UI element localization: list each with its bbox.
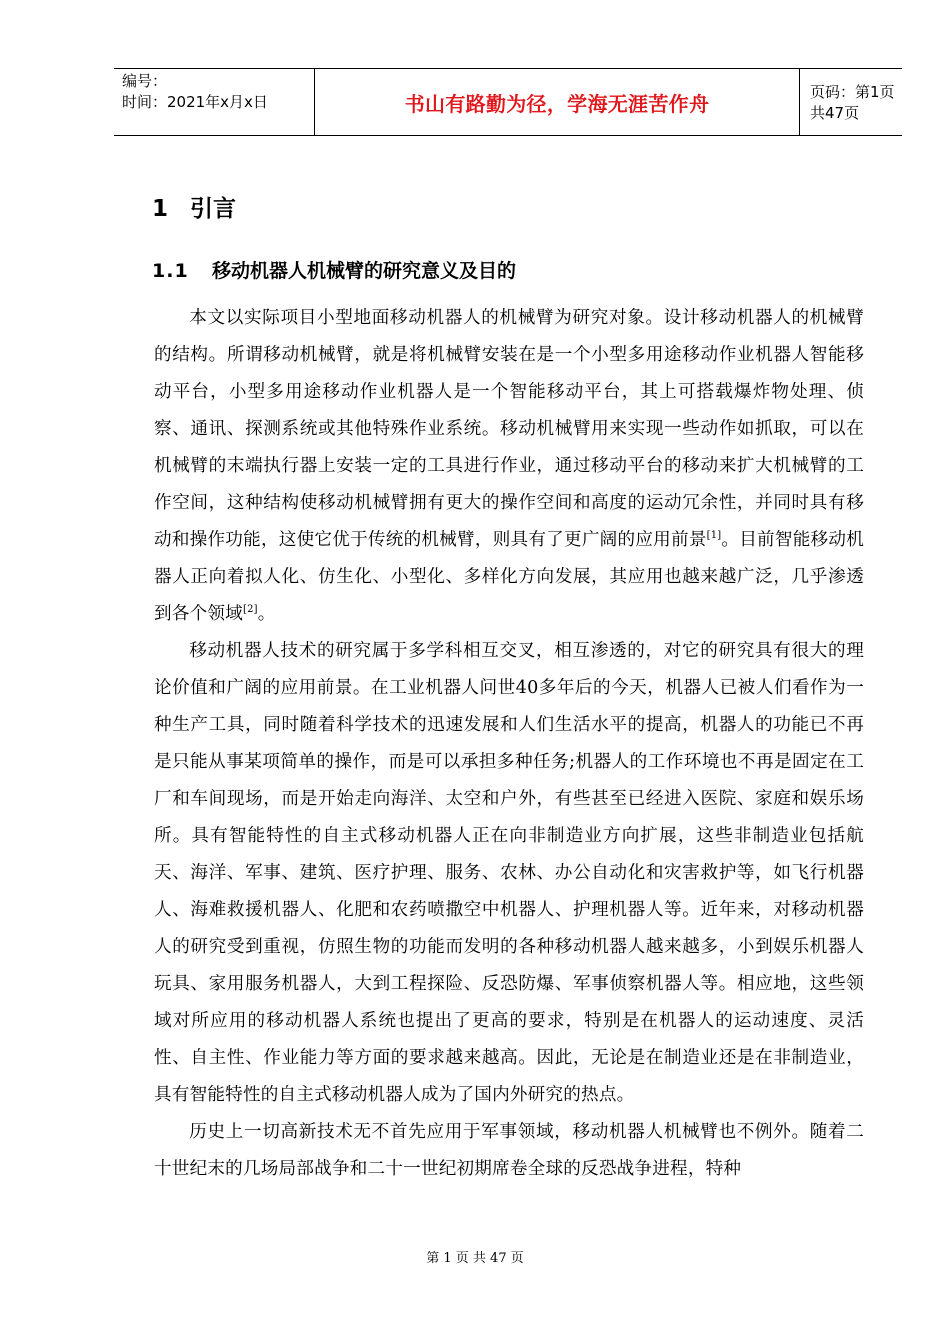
- page-footer: 第 1 页 共 47 页: [426, 1251, 524, 1266]
- paragraph-2: 移动机器人技术的研究属于多学科相互交叉，相互渗透的，对它的研究具有很大的理论价值和广阔的应用前景。在工业机器人问世40多年后的今天，机器人已被人们看作为一种生产工具，同时随着科学技术的迅速发展和人们生活水平的提高，机器人的功能已不再是只能从事某项简单的操作，而是可以承担多种任务;机器人的工作环境也不再是固定在工厂和车间现场，而是开始走向海洋、太空和户外，有些甚至已经进入医院、家庭和娱乐场所。具有智能特性的自主式移动机器人正在向非制造业方向扩展，这些非制造业包括航天、海洋、军事、建筑、医疗护理、服务、农林、办公自动化和灾害救护等，如飞行机器人、海难救援机器人、化肥和农药喷撒空中机器人、护理机器人等。近年来，对移动机器人的研究受到重视，仿照生物的功能而发明的各种移动机器人越来越多，小到娱乐机器人玩具、家用服务机器人，大到工程探险、反恐防爆、军事侦察机器人等。相应地，这些领域对所应用的移动机器人系统也提出了更高的要求，特别是在机器人的运动速度、灵活性、自主性、作业能力等方面的要求越来越高。因此，无论是在制造业还是在非制造业，具有智能特性的自主式移动机器人成为了国内外研究的热点。: [154, 641, 864, 1105]
- section-heading: [152, 190, 236, 223]
- section-title: 引言: [190, 196, 236, 222]
- paragraph-1-text-c: 。: [257, 604, 276, 624]
- body-text: [154, 300, 864, 1188]
- subsection-heading: [152, 256, 516, 283]
- page-header-table: [114, 68, 902, 136]
- paragraph-1: [154, 300, 864, 633]
- subsection-number: 1.1: [152, 260, 189, 282]
- citation-2: [2]: [242, 604, 258, 615]
- header-center-cell: [314, 69, 800, 135]
- paragraph-1-text-a: 本文以实际项目小型地面移动机器人的机械臂为研究对象。设计移动机器人的机械臂的结构。所谓移动机械臂，就是将机械臂安装在是一个小型多用途移动作业机器人智能移动平台，小型多用途移动作业机器人是一个智能移动平台，其上可搭载爆炸物处理、侦察、通讯、探测系统或其他特殊作业系统。移动机械臂用来实现一些动作如抓取，可以在机械臂的末端执行器上安装一定的工具进行作业，通过移动平台的移动来扩大机械臂的工作空间，这种结构使移动机械臂拥有更大的操作空间和高度的运动冗余性，并同时具有移动和操作功能，这使它优于传统的机械臂，则具有了更广阔的应用前景: [154, 308, 864, 550]
- header-right-cell: [800, 69, 902, 135]
- document-time-label: 时间：2021年x月x日: [122, 93, 268, 111]
- header-left-cell: [114, 69, 314, 135]
- section-number: 1: [152, 196, 169, 222]
- document-number-label: 编号：: [122, 72, 168, 90]
- paragraph-3: 历史上一切高新技术无不首先应用于军事领域，移动机器人机械臂也不例外。随着二十世纪末的几场局部战争和二十一世纪初期席卷全球的反恐战争进程，特种: [154, 1122, 864, 1179]
- header-motto: 书山有路勤为径，学海无涯苦作舟: [404, 91, 710, 116]
- subsection-title: 移动机器人机械臂的研究意义及目的: [212, 260, 517, 282]
- citation-1: [1]: [706, 530, 722, 541]
- header-page-info: 页码：第1页 共47页: [810, 83, 895, 122]
- paragraph-1-text-b: 。目前智能移动机器人正向着拟人化、仿生化、小型化、多样化方向发展，其应用也越来越广泛，几乎渗透到各个领域: [154, 530, 864, 624]
